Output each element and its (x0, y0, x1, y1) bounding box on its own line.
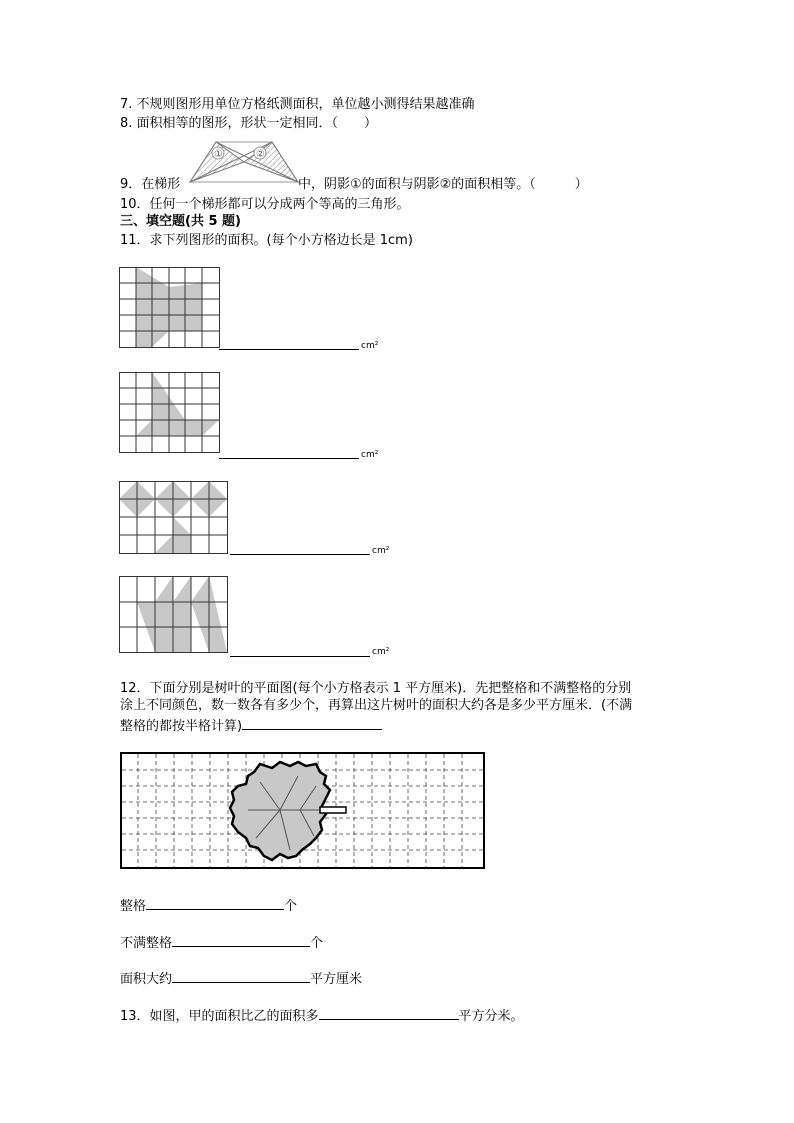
question-13-blank[interactable] (319, 1005, 459, 1020)
answer-blank-3[interactable] (230, 540, 370, 555)
shaded-region-2 (244, 142, 298, 182)
region-2-label: ② (256, 149, 265, 160)
unit-4: cm² (372, 647, 390, 657)
question-13-unit: 平方分米。 (458, 1009, 524, 1024)
answer-blank-4[interactable] (230, 642, 370, 657)
whole-squares-blank[interactable] (146, 895, 284, 910)
question-9-suffix: 中，阴影①的面积与阴影②的面积相等。（ ） (298, 177, 588, 192)
question-9-prefix: 9．在梯形 (120, 177, 181, 192)
unit-3: cm² (372, 546, 390, 556)
unit-2: cm² (361, 450, 379, 460)
whole-squares-label: 整格 (120, 899, 147, 914)
area-figure-1 (119, 267, 220, 349)
question-10: 10．任何一个梯形都可以分成两个等高的三角形。 (120, 197, 410, 212)
question-7-text: 不规则图形用单位方格纸测面积，单位越小测得结果越准确 (136, 97, 475, 112)
area-figure-4 (119, 576, 229, 654)
whole-squares-row (120, 895, 297, 915)
area-figure-2 (119, 372, 220, 454)
partial-squares-row (120, 932, 323, 952)
question-9 (120, 177, 180, 193)
partial-squares-label: 不满整格 (120, 936, 173, 951)
answer-blank-12[interactable] (242, 715, 382, 730)
partial-squares-unit: 个 (310, 936, 324, 951)
leaf-area-label: 面积大约 (120, 972, 173, 987)
question-8-text: 面积相等的图形，形状一定相同．（ ） (136, 116, 378, 131)
question-12-line-3 (120, 715, 382, 735)
question-12-line-1: 12．下面分别是树叶的平面图(每个小方格表示 1 平方厘米)．先把整格和不满整格的分别 (120, 681, 632, 696)
area-figure-3 (119, 481, 229, 555)
leaf-grid-figure (120, 752, 486, 870)
leaf-stem (320, 807, 346, 813)
region-1-label: ① (214, 149, 223, 160)
question-8-number: 8. (120, 116, 133, 131)
question-12-line-2: 涂上不同颜色，数一数各有多少个，再算出这片树叶的面积大约各是多少平方厘米．(不满 (120, 698, 633, 713)
section-3-title: 三、填空题(共 5 题) (120, 214, 241, 229)
answer-blank-1[interactable] (219, 335, 359, 350)
leaf-area-row (120, 968, 362, 988)
question-7 (120, 97, 475, 113)
question-13 (120, 1005, 524, 1025)
shaded-shape-4 (137, 576, 227, 652)
question-13-text: 13．如图，甲的面积比乙的面积多 (120, 1009, 319, 1024)
leaf-area-blank[interactable] (172, 968, 310, 983)
answer-blank-2[interactable] (219, 444, 359, 459)
leaf-area-unit: 平方厘米 (310, 972, 363, 987)
partial-squares-blank[interactable] (172, 932, 310, 947)
question-9-tail (298, 177, 588, 193)
question-7-number: 7. (120, 97, 133, 112)
question-12-line-3-text: 整格的都按半格计算) (120, 719, 243, 734)
question-11: 11．求下列图形的面积。(每个小方格边长是 1cm) (120, 233, 413, 248)
trapezoid-figure (188, 136, 300, 186)
question-8 (120, 116, 377, 132)
whole-squares-unit: 个 (284, 899, 298, 914)
unit-1: cm² (361, 341, 379, 351)
